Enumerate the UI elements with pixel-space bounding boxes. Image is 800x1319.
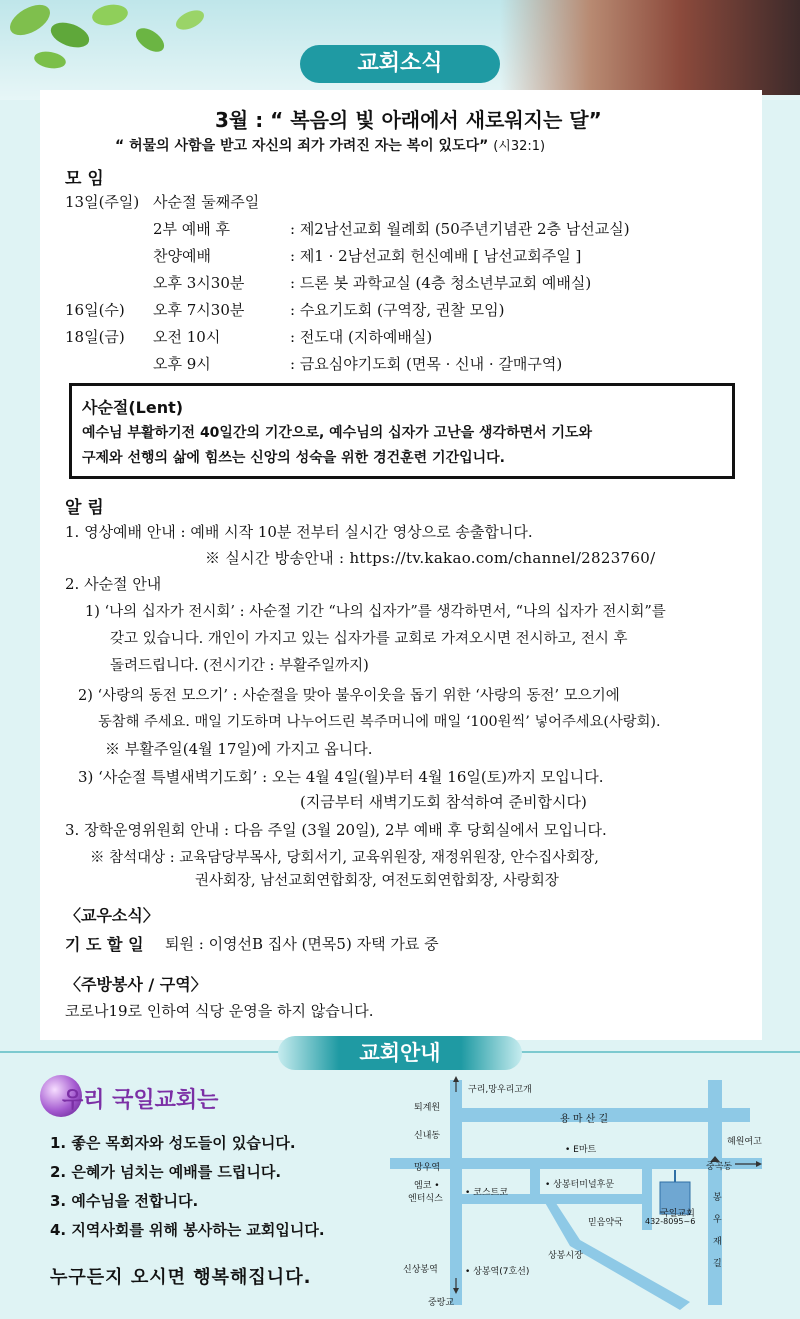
guide-item: 3. 예수님을 전합니다. xyxy=(50,1192,199,1210)
map-label: • 상봉터미널후문 xyxy=(545,1180,615,1190)
notice-line: 갖고 있습니다. 개인이 가지고 있는 십자가를 교회로 가져오시면 전시하고, 전시 후 xyxy=(110,631,628,647)
meeting-desc: : 금요심야기도회 (면목 · 신내 · 갈매구역) xyxy=(290,355,563,373)
meeting-desc: : 수요기도회 (구역장, 권찰 모임) xyxy=(290,301,505,319)
meeting-time: 2부 예배 후 xyxy=(153,220,231,238)
notice-line: 3) ‘사순절 특별새벽기도회’ : 오는 4월 4일(월)부터 4월 16일(토)까지 모입니다. xyxy=(78,768,604,786)
notices-heading: 알 림 xyxy=(65,498,104,518)
prayer-text: 퇴원 : 이영선B 집사 (면목5) 자택 가료 중 xyxy=(165,935,439,953)
map-label: 상봉시장 xyxy=(548,1251,583,1261)
church-map-label: 국일교회 xyxy=(660,1209,695,1219)
meeting-time: 찬양예배 xyxy=(153,247,211,265)
guide-item: 4. 지역사회를 위해 봉사하는 교회입니다. xyxy=(50,1221,325,1239)
meeting-desc: : 전도대 (지하예배실) xyxy=(290,328,433,346)
map-label: 혜원여고 xyxy=(727,1137,762,1147)
map-label: • E마트 xyxy=(565,1145,597,1155)
kitchen-heading: 〈주방봉사 / 구역〉 xyxy=(65,975,207,994)
map-label: • 상봉역(7호선) xyxy=(465,1267,530,1277)
verse-ref: (시32:1) xyxy=(493,139,546,154)
lent-title: 사순절(Lent) xyxy=(82,398,184,417)
lent-line-1: 예수님 부활하기전 40일간의 기간으로, 예수님의 십자가 고난을 생각하면서 기도와 xyxy=(82,425,593,441)
notice-line: 1. 영상예배 안내 : 예배 시작 10분 전부터 실시간 영상으로 송출합니다. xyxy=(65,523,533,541)
leaves-decoration xyxy=(0,0,260,80)
meeting-desc: : 제2남선교회 월례회 (50주년기념관 2층 남선교실) xyxy=(290,220,630,238)
meeting-date: 18일(금) xyxy=(65,328,125,346)
meeting-desc: : 드론 봇 과학교실 (4층 청소년부교회 예배실) xyxy=(290,274,592,292)
notice-line: 돌려드립니다. (전시기간 : 부활주일까지) xyxy=(110,658,369,674)
church-guide-banner: 교회안내 xyxy=(278,1036,522,1070)
meeting-time: 오후 3시30분 xyxy=(153,274,245,292)
map-label: 믿음약국 xyxy=(588,1218,623,1228)
meeting-time: 오후 7시30분 xyxy=(153,301,245,319)
notice-line: ※ 실시간 방송안내 : https://tv.kakao.com/channel/2823760/ xyxy=(205,549,656,567)
meeting-time: 사순절 둘째주일 xyxy=(153,193,260,211)
notice-line: 3. 장학운영위원회 안내 : 다음 주일 (3월 20일), 2부 예배 후 당회실에서 모입니다. xyxy=(65,821,607,839)
prayer-label: 기 도 할 일 xyxy=(65,935,144,954)
map-label: 중곡동 xyxy=(706,1162,733,1172)
notice-line: 동참해 주세요. 매일 기도하며 나누어드린 복주머니에 매일 ‘100원씩’ 넣어주세요(사랑회). xyxy=(98,714,661,730)
map-label: 길 xyxy=(713,1259,722,1269)
notice-line: 권사회장, 남선교회연합회장, 여전도회연합회장, 사랑회장 xyxy=(195,873,559,889)
meeting-date: 16일(수) xyxy=(65,301,125,319)
notice-line: 2) ‘사랑의 동전 모으기’ : 사순절을 맞아 불우이웃을 돕기 위한 ‘사랑의 동전’ 모으기에 xyxy=(78,688,620,704)
map-label: 망우역 xyxy=(414,1163,441,1173)
theme-verse xyxy=(115,135,545,155)
meeting-date: 13일(주일) xyxy=(65,193,140,211)
notice-line: ※ 부활주일(4월 17일)에 가지고 옵니다. xyxy=(105,740,373,758)
notice-line: (지금부터 새벽기도회 참석하여 준비합시다) xyxy=(300,793,587,811)
notice-line: 2. 사순절 안내 xyxy=(65,575,162,593)
map-label: 엔터식스 xyxy=(408,1194,443,1204)
month-theme-title: 3월 : “ 복음의 빛 아래에서 새로워지는 달” xyxy=(215,108,602,132)
map-label: 용 마 산 길 xyxy=(560,1114,609,1125)
guide-item: 1. 좋은 목회자와 성도들이 있습니다. xyxy=(50,1134,296,1152)
map-label: 신상봉역 xyxy=(403,1265,438,1275)
map-label: 봉 xyxy=(713,1193,722,1203)
map-label: • 코스트코 xyxy=(465,1188,508,1198)
map-label: 엠코 • xyxy=(414,1181,440,1191)
guide-heading: 우리 국일교회는 xyxy=(62,1088,219,1113)
lent-line-2: 구제와 선행의 삶에 힘쓰는 신앙의 성숙을 위한 경건훈련 기간입니다. xyxy=(82,450,505,466)
kitchen-text: 코로나19로 인하여 식당 운영을 하지 않습니다. xyxy=(65,1002,374,1020)
lent-info-box xyxy=(69,383,735,479)
notice-line: ※ 참석대상 : 교육담당부목사, 당회서기, 교육위원장, 재정위원장, 안수집사회장, xyxy=(90,850,599,866)
church-phone: 432-8095~6 xyxy=(645,1217,696,1226)
choir-photo xyxy=(500,0,800,95)
meeting-desc: : 제1 · 2남선교회 헌신예배 [ 남선교회주일 ] xyxy=(290,247,582,265)
map-label: 퇴계원 xyxy=(414,1103,441,1113)
meeting-time: 오전 10시 xyxy=(153,328,221,346)
members-heading: 〈교우소식〉 xyxy=(65,906,159,925)
guide-slogan: 누구든지 오시면 행복해집니다. xyxy=(50,1267,312,1288)
church-news-banner: 교회소식 xyxy=(300,45,500,83)
map-label: 우 xyxy=(713,1215,722,1225)
guide-item: 2. 은혜가 넘치는 예배를 드립니다. xyxy=(50,1163,282,1181)
map-label: 재 xyxy=(713,1237,722,1247)
church-location-map xyxy=(390,1070,790,1310)
map-label: 구리,망우리고개 xyxy=(468,1085,532,1095)
meetings-heading: 모 임 xyxy=(65,169,104,189)
map-label: 신내동 xyxy=(414,1131,441,1141)
map-label: 중랑교 xyxy=(428,1298,455,1308)
verse-text: “ 허물의 사함을 받고 자신의 죄가 가려진 자는 복이 있도다” xyxy=(115,138,489,154)
notice-line: 1) ‘나의 십자가 전시회’ : 사순절 기간 “나의 십자가”를 생각하면서, “나의 십자가 전시회”를 xyxy=(85,604,666,620)
meeting-time: 오후 9시 xyxy=(153,355,211,373)
